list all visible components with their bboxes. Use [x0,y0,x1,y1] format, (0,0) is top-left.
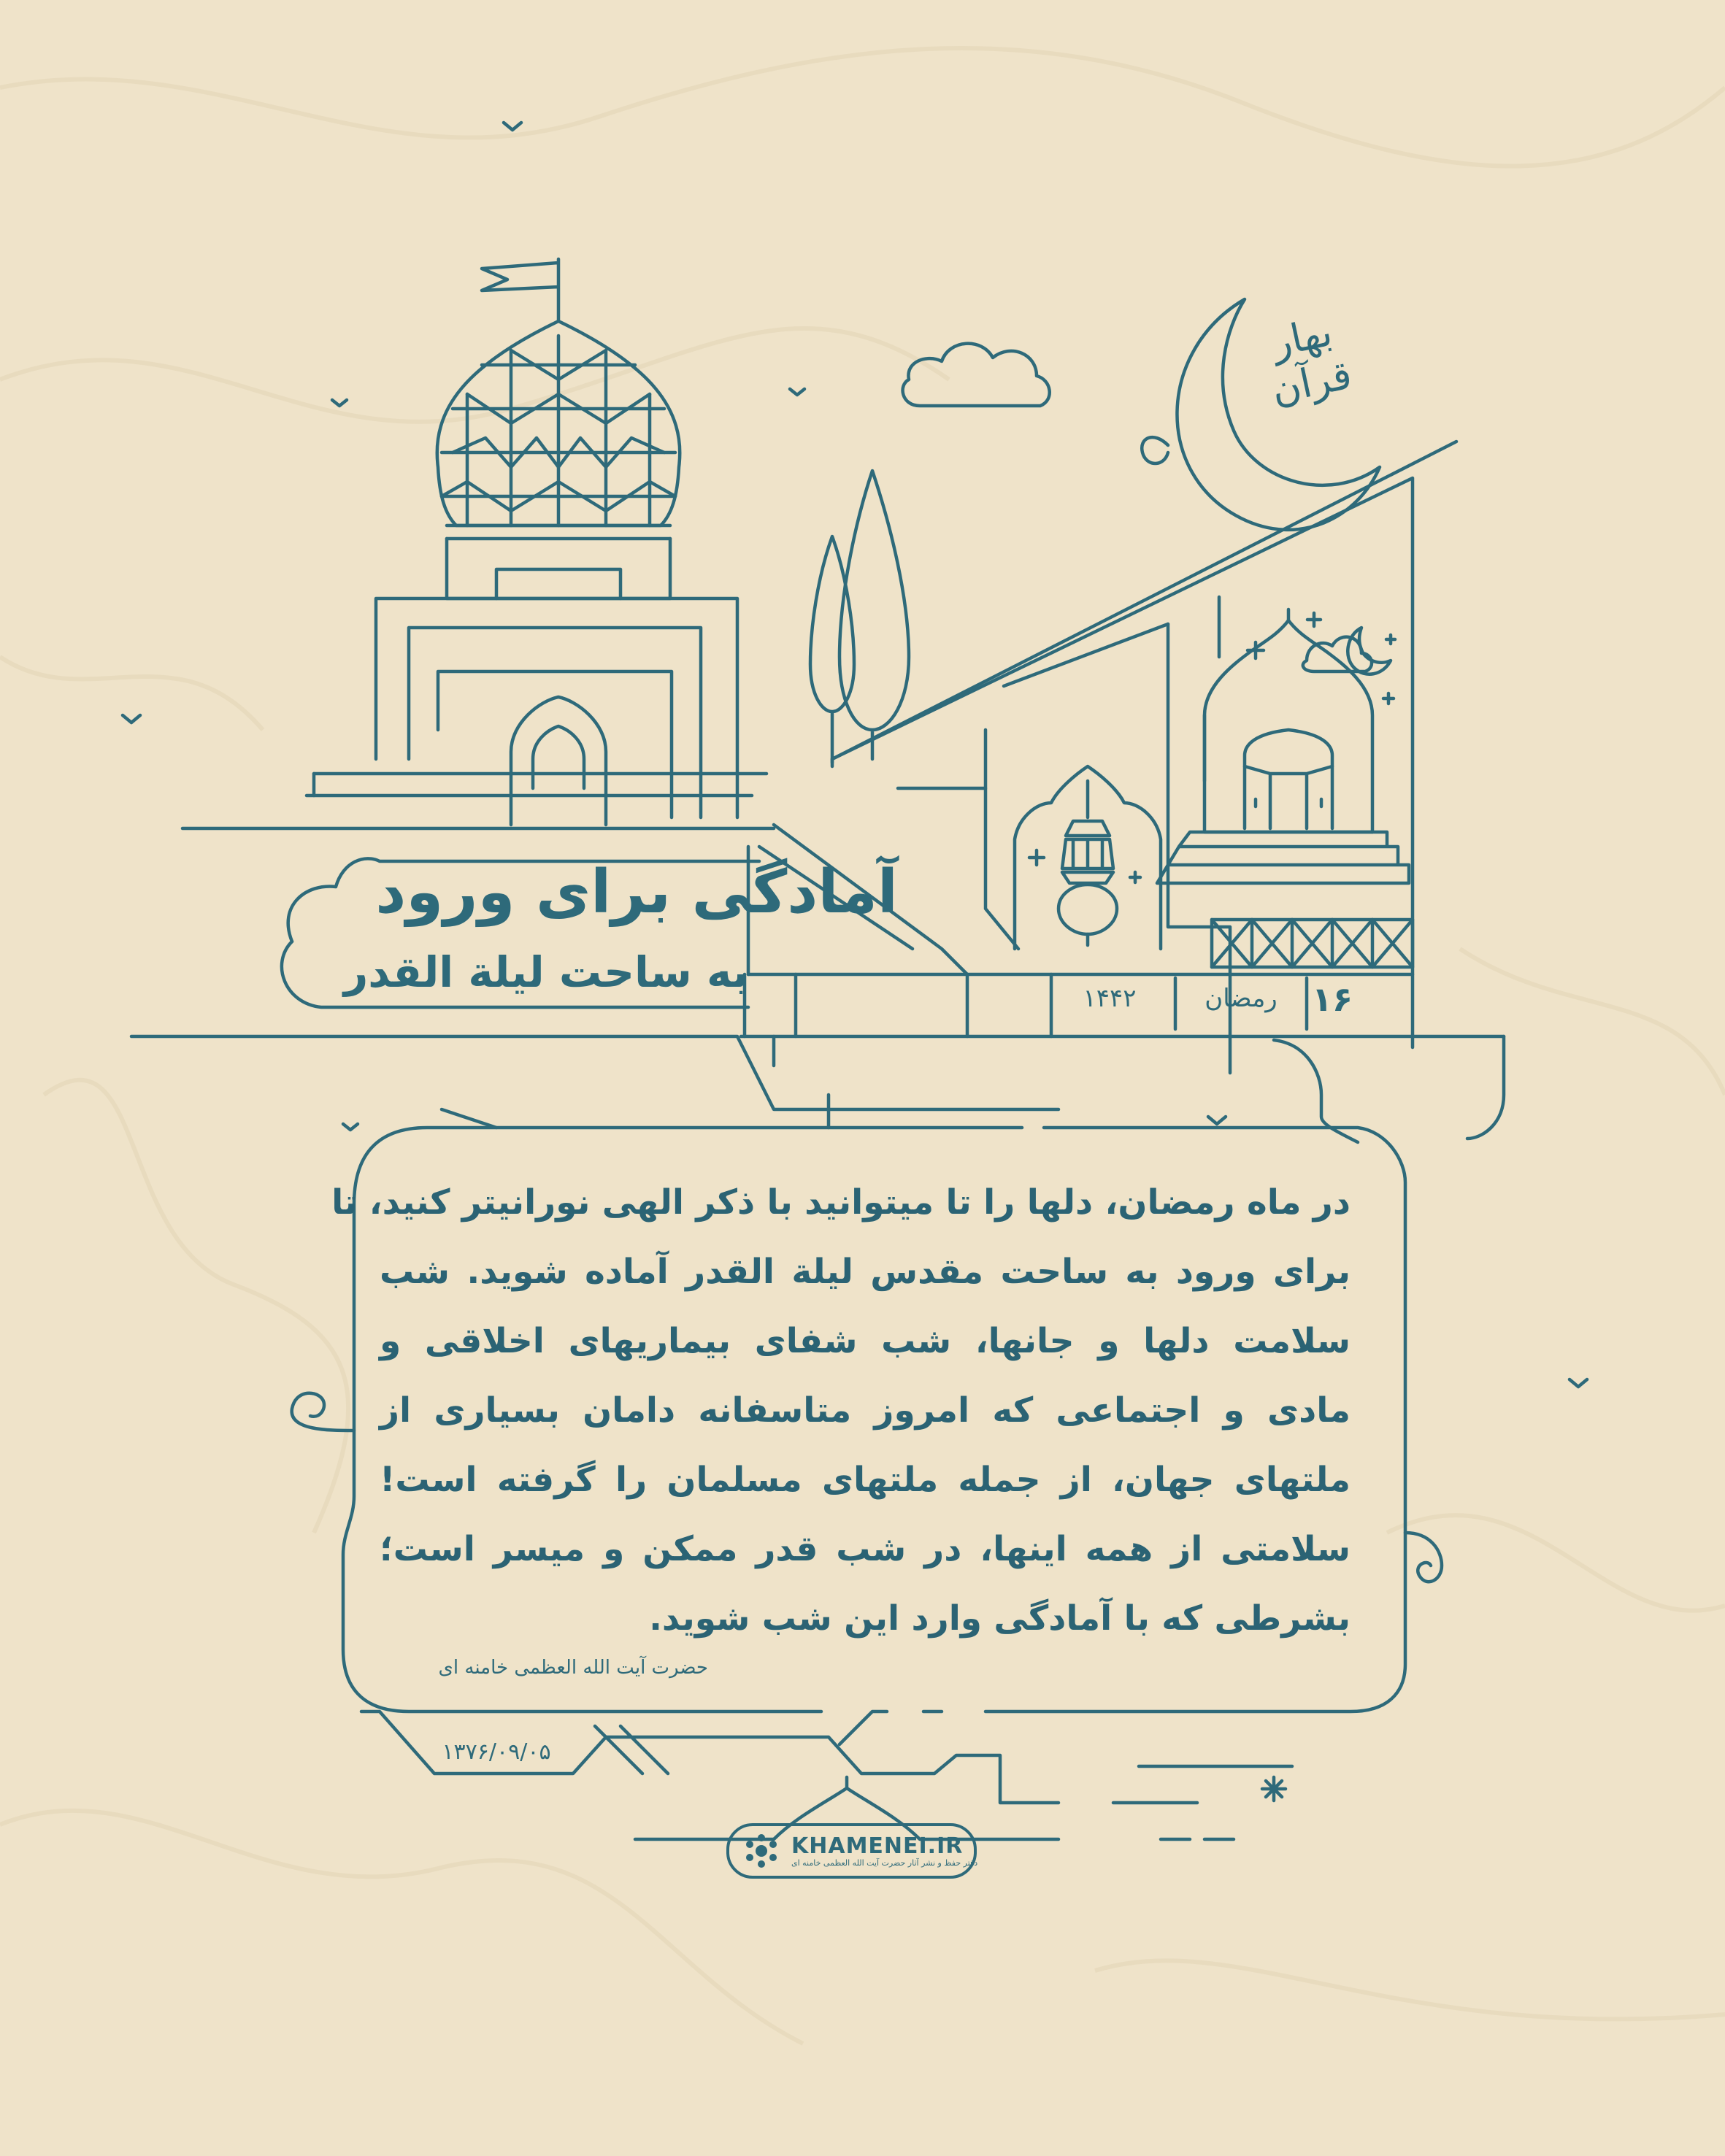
quote-line: سلامتی از همه اینها، در شب قدر ممکن و میسر است؛ [380,1529,1351,1569]
sparkle-icon [1386,635,1395,644]
date-year: ۱۴۴۲ [1083,984,1137,1013]
ornament-icon [292,1393,354,1431]
site-name: KHAMENEI.IR [791,1833,964,1859]
bird-icon [1208,1117,1226,1124]
site-logo-icon [741,1833,782,1869]
dome-icon [437,321,680,539]
page-title: آمادگی برای ورود [375,858,898,927]
bird-icon [504,123,521,130]
cloud-icon [903,344,1050,406]
quote-line: سلامت دلها و جانها، شب شفای بیماریهای اخلاقی و [380,1321,1351,1361]
bird-icon [123,715,140,723]
quote-line: بشرطی که با آمادگی وارد این شب شوید. [649,1598,1351,1639]
asterisk-icon [1262,1777,1286,1801]
quote-line: در ماه رمضان، دلها را تا میتوانید با ذکر الهی نورانیتر کنید، تا [331,1182,1351,1223]
shrine-icon [1157,609,1409,883]
site-subtitle: دفتر حفظ و نشر آثار حضرت آیت الله العظمی خامنه ای [791,1858,978,1868]
lantern-icon [1059,781,1117,945]
date-month: رمضان [1205,984,1278,1013]
quote-date: ۱۳۷۶/۰۹/۰۵ [442,1739,551,1765]
sparkle-icon [1029,850,1044,865]
page-subtitle: به ساحت لیلة القدر [343,947,748,997]
date-day: ۱۶ [1311,979,1353,1019]
ornament-icon [1405,1533,1442,1582]
quote-text [331,1168,1351,1653]
bird-icon [790,389,804,395]
bird-icon [332,400,347,406]
site-logo[interactable] [726,1823,977,1879]
quote-line: مادی و اجتماعی که امروز متاسفانه دامان بسیاری از [380,1390,1351,1431]
series-logo-text: بهار قرآن [1267,308,1356,414]
sparkle-icon [1307,613,1321,626]
quote-line: برای ورود به ساحت مقدس لیلة القدر آماده شوید. شب [380,1252,1351,1292]
sparkle-icon [1130,872,1140,882]
quote-line: ملتهای جهان، از جمله ملتهای مسلمان را گرفته است! [380,1460,1351,1500]
bird-icon [1570,1379,1587,1387]
flag-icon [482,259,558,321]
bird-icon [343,1124,358,1130]
quote-author: حضرت آیت الله العظمی خامنه ای [438,1657,708,1679]
sparkle-icon [1383,693,1394,704]
